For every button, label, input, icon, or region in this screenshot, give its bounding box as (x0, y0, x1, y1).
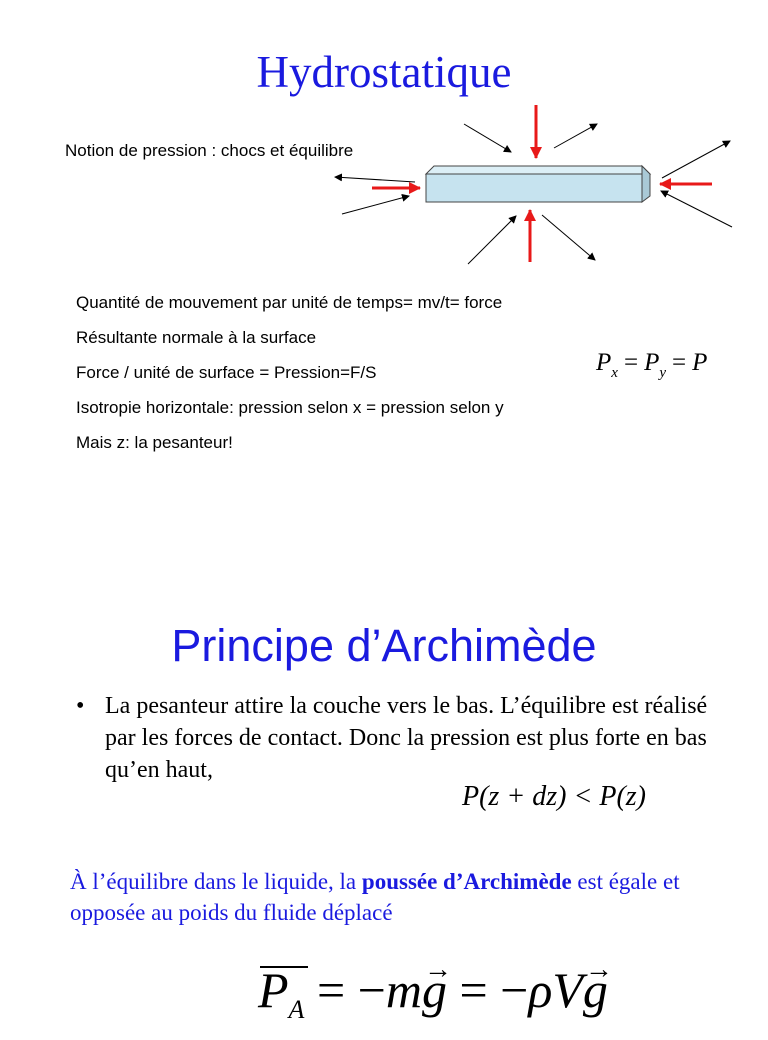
archimede-formula (258, 960, 608, 1040)
bullet-paragraph (76, 690, 716, 786)
black-arrow-7 (468, 216, 516, 264)
eq-sub-x: x (611, 365, 618, 381)
eq-sub-y: y (659, 365, 667, 381)
archimede-note (70, 866, 730, 928)
formula-g-vector: g → (583, 960, 608, 1020)
formula-m: m (385, 962, 422, 1018)
text-line: Force / unité de surface = Pression=F/S (76, 363, 377, 382)
pressure-inequality: P(z + dz) < P(z) (462, 781, 646, 812)
black-arrow-1 (464, 124, 511, 152)
bar-front-face (426, 174, 642, 202)
isotropy-equation (596, 349, 707, 382)
text-line: Isotropie horizontale: pression selon x = pression selon y (76, 398, 504, 417)
formula-eq-minus: = − (446, 962, 529, 1018)
black-arrow-4 (342, 196, 409, 214)
text-line: Mais z: la pesanteur! (76, 433, 233, 452)
black-arrow-2 (554, 124, 597, 148)
note-bold-term: poussée d’Archimède (361, 869, 572, 894)
formula-v: V (552, 962, 583, 1018)
eq-p3: P (692, 349, 708, 376)
text-line: Quantité de mouvement par unité de temps= mv/t= force (76, 293, 503, 312)
slide-title-hydrostatique: Hydrostatique (256, 47, 512, 97)
bar-side-face (642, 166, 650, 202)
note-text-start: À l’équilibre dans le liquide, la (70, 869, 362, 894)
black-arrow-3 (335, 177, 415, 182)
eq-equals: = (672, 349, 687, 376)
pressure-notion-label: Notion de pression : chocs et équilibre (65, 141, 354, 160)
formula-pa: P (258, 962, 289, 1018)
eq-p1: P (596, 349, 612, 376)
black-arrow-8 (542, 215, 595, 260)
eq-p2: P (644, 349, 660, 376)
text-line: Résultante normale à la surface (76, 328, 317, 347)
black-arrow-5 (662, 141, 730, 178)
slide-title-archimede: Principe d’Archimède (171, 620, 597, 671)
formula-g-vector: g → (422, 960, 447, 1020)
bullet-icon: • (76, 693, 85, 719)
bar-top-face (426, 166, 650, 174)
formula-rho: ρ (528, 962, 553, 1018)
formula-eq-minus: = − (304, 962, 386, 1018)
black-arrow-6 (661, 191, 732, 227)
eq-equals: = (623, 349, 639, 376)
note-text-end: est égale et opposée au poids du fluide déplacé (70, 869, 680, 925)
pressure-diagram (330, 100, 740, 270)
paragraph-text: La pesanteur attire la couche vers le bas. L’équilibre est réalisé par les forces de contact. Donc la pression est plus forte en bas qu’en haut, (105, 693, 708, 783)
formula-pa-sub: A (288, 995, 305, 1024)
